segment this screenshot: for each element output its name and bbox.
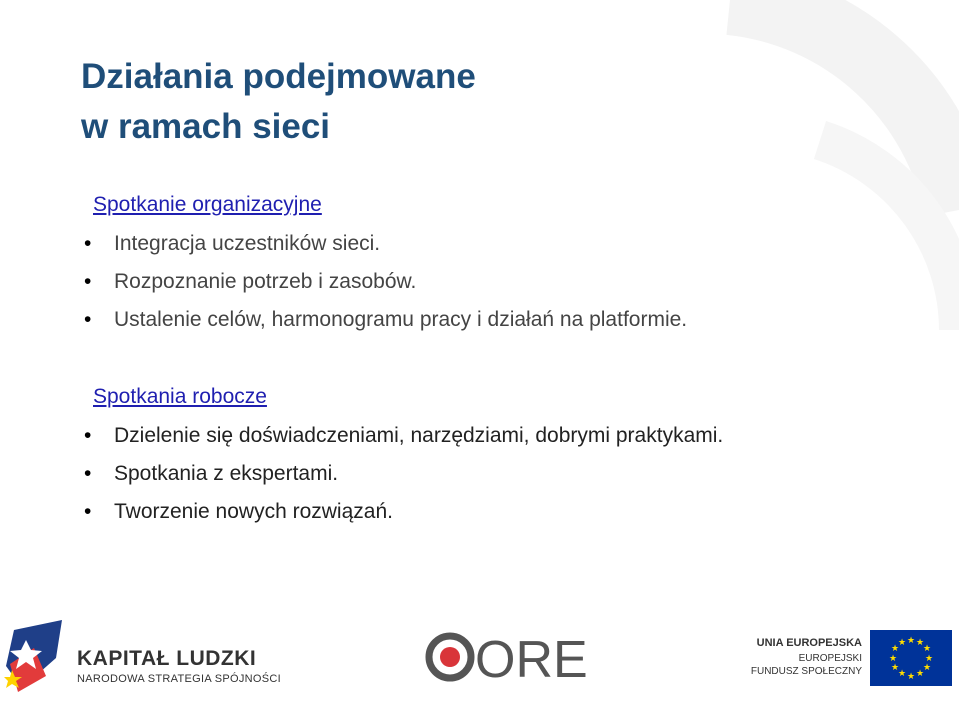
eu-fund-line1: EUROPEJSKI: [798, 653, 862, 664]
kapital-ludzki-logo-icon: [4, 618, 70, 698]
bullet-icon: •: [84, 462, 92, 485]
list-item: • Tworzenie nowych rozwiązań.: [84, 500, 393, 523]
bullet-icon: •: [84, 232, 92, 255]
svg-text:★: ★: [888, 654, 898, 664]
list-item: • Rozpoznanie potrzeb i zasobów.: [84, 270, 417, 293]
kapital-ludzki-subtitle: NARODOWA STRATEGIA SPÓJNOŚCI: [77, 673, 281, 685]
list-item: • Dzielenie się doświadczeniami, narzędziami, dobrymi praktykami.: [84, 424, 724, 447]
eu-fund-line2: FUNDUSZ SPOŁECZNY: [750, 666, 862, 677]
section-heading-organizacyjne[interactable]: Spotkanie organizacyjne: [93, 193, 322, 216]
svg-text:★: ★: [890, 644, 900, 654]
svg-text:★: ★: [924, 654, 934, 664]
bullet-icon: •: [84, 500, 92, 523]
list-item: • Integracja uczestników sieci.: [84, 232, 381, 255]
kapital-ludzki-text: KAPITAŁ LUDZKI: [77, 647, 257, 670]
svg-text:★: ★: [906, 636, 916, 646]
slide-title: [81, 52, 476, 152]
bullet-icon: •: [84, 270, 92, 293]
list-item: • Spotkania z ekspertami.: [84, 462, 339, 485]
title-line-1: Działania podejmowane: [81, 57, 476, 96]
bullet-icon: •: [84, 424, 92, 447]
working-meetings-bullet-list: [84, 423, 723, 537]
svg-text:★: ★: [906, 672, 916, 682]
bullet-icon: •: [84, 308, 92, 331]
svg-text:★: ★: [922, 644, 932, 654]
organizational-bullet-list: [84, 231, 687, 345]
svg-text:★: ★: [915, 669, 925, 679]
eu-union-text: UNIA EUROPEJSKA: [756, 637, 862, 649]
title-line-2: w ramach sieci: [81, 107, 331, 146]
list-item: • Ustalenie celów, harmonogramu pracy i działań na platformie.: [84, 308, 688, 331]
ore-logo-text: ORE: [475, 631, 588, 689]
svg-text:★: ★: [922, 663, 932, 673]
eu-flag-icon: [870, 630, 952, 686]
footer-logos: [0, 610, 959, 705]
svg-text:★: ★: [890, 663, 900, 673]
svg-text:★: ★: [897, 638, 907, 648]
ore-logo: [425, 628, 588, 689]
section-heading-robocze[interactable]: Spotkania robocze: [93, 385, 267, 408]
svg-text:★: ★: [897, 669, 907, 679]
svg-text:★: ★: [915, 638, 925, 648]
